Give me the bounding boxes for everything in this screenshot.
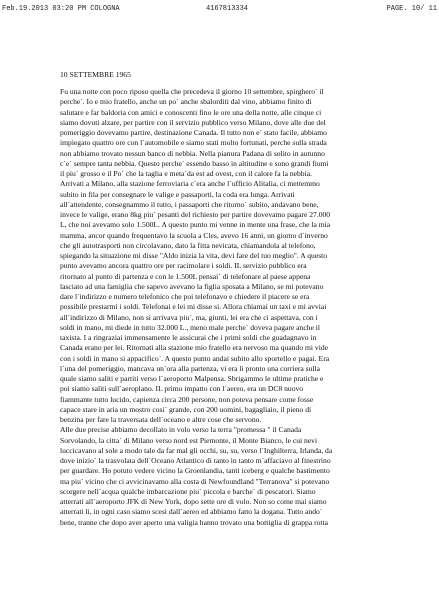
text-line: all`attendente, consegnammo il tutto, i passaporti che ritorno` subito, andavano bene, bbox=[60, 199, 319, 209]
text-line: bene, tranne che dopo aver aperto una valigia hanno trovato una bottiglia di grappa rotta bbox=[60, 517, 329, 527]
text-line: quale siamo saliti e partiti verso l`aeroporto Malpensa. Sbrigammo le ultime pratiche e bbox=[60, 374, 324, 383]
fax-header bbox=[2, 4, 437, 14]
fax-number: 4167813334 bbox=[206, 5, 249, 13]
fax-page-number: PAGE. 10/ 11 bbox=[386, 5, 437, 13]
text-line: taxista. I a ringraziai immensamente le assicurai che i primi soldi che guadagnavo in bbox=[60, 333, 317, 342]
text-line: l`una del pomeriggio, mancava un`ora alla partenza, vi era li pronto una corriera sulla bbox=[60, 363, 320, 373]
text-line: salutare e far baldoria con amici e conoscenti fino le ore una della notte, alle cinque ci bbox=[60, 107, 322, 117]
text-line: invece le valige, erano 8kg piu` pesanti del richiesto per partire dovevamo pagare 27.000 bbox=[60, 210, 331, 219]
fax-datetime: Feb.19.2013 03:20 PM COLOGNA bbox=[2, 5, 120, 13]
text-line: subito in fila per consegnare le valige e passaporti, la coda era lunga. Arrivati bbox=[60, 189, 295, 199]
text-line: mamma, ancor quando frequentavo la scuola a Cles, avevo 16 anni, un giorno d`inverno bbox=[60, 230, 328, 240]
text-line: che gli autotrasporti non circolavano, dato la fitta nevicata, chiamandola al telefono, bbox=[60, 240, 316, 250]
text-line: spiegando la situazione mi disse "Aldo inizia la vita, devi fare del tuo meglio". A questo bbox=[60, 251, 328, 260]
text-line: pomeriggio dovevamo partire, destinazione Canada. Il tutto non e` stato facile, abbiamo bbox=[60, 128, 327, 137]
text-line: ritornato al punto di partenza e con le 1.500L pensai` di telefonare al paese appena bbox=[60, 271, 311, 281]
text-line: capace stare in aria un mostro cosi` grande, con 200 uomini, bagagliaio, il pieno di bbox=[60, 404, 312, 414]
text-line: Canada erano per lei. Ritornati alla stazione mio fratello era nervoso ma quando mi vide bbox=[60, 343, 329, 353]
text-line: Sorvolando, la citta` di Milano verso nord est Piemonte, il Monte Bianco, le cui nevi bbox=[60, 435, 318, 445]
text-line: luccicavano al sole a modo tale da far mal gli occhi, su, su, verso l`Inghilterra, Irlanda, da bbox=[60, 445, 333, 455]
text-line: impiegato quattro ore con l`automobile e siamo stati molto fortunati, perche sulla strada bbox=[60, 138, 327, 148]
text-line: scorgere nell`acqua qualche imbarcazione piu` piccola e barche` di pescatori. Siamo bbox=[60, 486, 316, 496]
text-line: per guardare. Ho potuto vedere vicino la Groenlandia, tanti iceberg e qualche bastimento bbox=[60, 466, 330, 476]
text-line: L, che noi avevamo solo 1.500L. A questo punto mi venne in mente una frase, che la mia bbox=[60, 220, 331, 230]
text-line: non abbiamo trovato nessun banco di nebbia. Nella pianura Padana di solito in autunno bbox=[60, 148, 325, 158]
text-line: possibile prestarmi i soldi. Telefonai e lei mi disse si. Allora chiamai un taxi e mi avviai bbox=[60, 302, 327, 312]
text-line: fiammante tutto lucido, capienza circa 200 persone, non poteva pensare come fosse bbox=[60, 394, 314, 404]
document-date: 10 SETTEMBRE 1965 bbox=[60, 70, 131, 79]
text-line: soldi in mano, mi diede in tutto 32.000 L., meno male perche` doveva pagare anche il bbox=[60, 322, 321, 332]
text-line: poi siamo saliti sull`aeroplano. IL primo impatto con l`aereo, era un DC8 nuovo bbox=[60, 384, 304, 394]
text-line: il piu` grosso e il Po` che la taglia e meta`da est ad ovest, con il calore fa la nebbia. bbox=[60, 169, 312, 178]
text-line: perche`. Io e mio fratello, anche un po` anche sbalorditi dal vino, abbiamo finito di bbox=[60, 97, 312, 107]
text-line: benzina per fare la traversata dell`oceano e altre cose che servono. bbox=[60, 415, 262, 424]
text-line: atterrati li, in ogni caso siamo scesi dall`aereo ed abbiamo fatto la dogana. Tutto ando` bbox=[60, 507, 323, 517]
text-line: atterrati all`aeroporto JFK di New York, dopo sette ore di volo. Non so come mai siamo bbox=[60, 497, 327, 506]
document-body bbox=[60, 87, 408, 528]
text-line: ma piu` vicino che ci avvicinavamo alla costa di Newfoundland "Terranova" si potevano bbox=[60, 476, 330, 486]
text-line: Arrivati a Milano, alla stazione ferroviaria c`era anche l`ufficio Alitalia, ci mettemmo bbox=[60, 179, 320, 189]
text-line: Fu una notte con poco riposo quella che precedeva il giorno 10 settembre, spirghero` il bbox=[60, 87, 324, 96]
text-line: siamo dovuti alzare, per partire con il servizio pubblico verso Milano, dove alle due del bbox=[60, 117, 326, 127]
text-line: con i soldi in mano si appacifico`. A questo punto andai subito allo sportello e pagai. Era bbox=[60, 353, 330, 363]
text-line: dove inizio` la trasvolata dell`Oceano Atlantico di tanto in tanto m`affaciavo al finestrino bbox=[60, 456, 331, 465]
text-line: lasciato ad una famiglia che sapevo avevano la figlia sposata a Milano, se mi potevano bbox=[60, 281, 324, 291]
text-line: punto avevamo ancora quattro ore per racimolare i soldi. IL servizio pubblico era bbox=[60, 261, 307, 271]
text-line: dare l`indirizzo e numero telefonico che poi telefonavo e chiedere il piacere se era bbox=[60, 292, 310, 301]
text-line: all`indirizzo di Milano, non si arrivava piu`, ma, giunti, lei era che ci aspettava, con i bbox=[60, 312, 318, 322]
text-line: c`e` sempre tanta nebbia. Questo perche` essendo basso in altitudine e sono grandi fiumi bbox=[60, 158, 329, 168]
text-line: Alle due precise abbiamo decollato in volo verso la terra "promessa " il Canada bbox=[60, 425, 302, 435]
